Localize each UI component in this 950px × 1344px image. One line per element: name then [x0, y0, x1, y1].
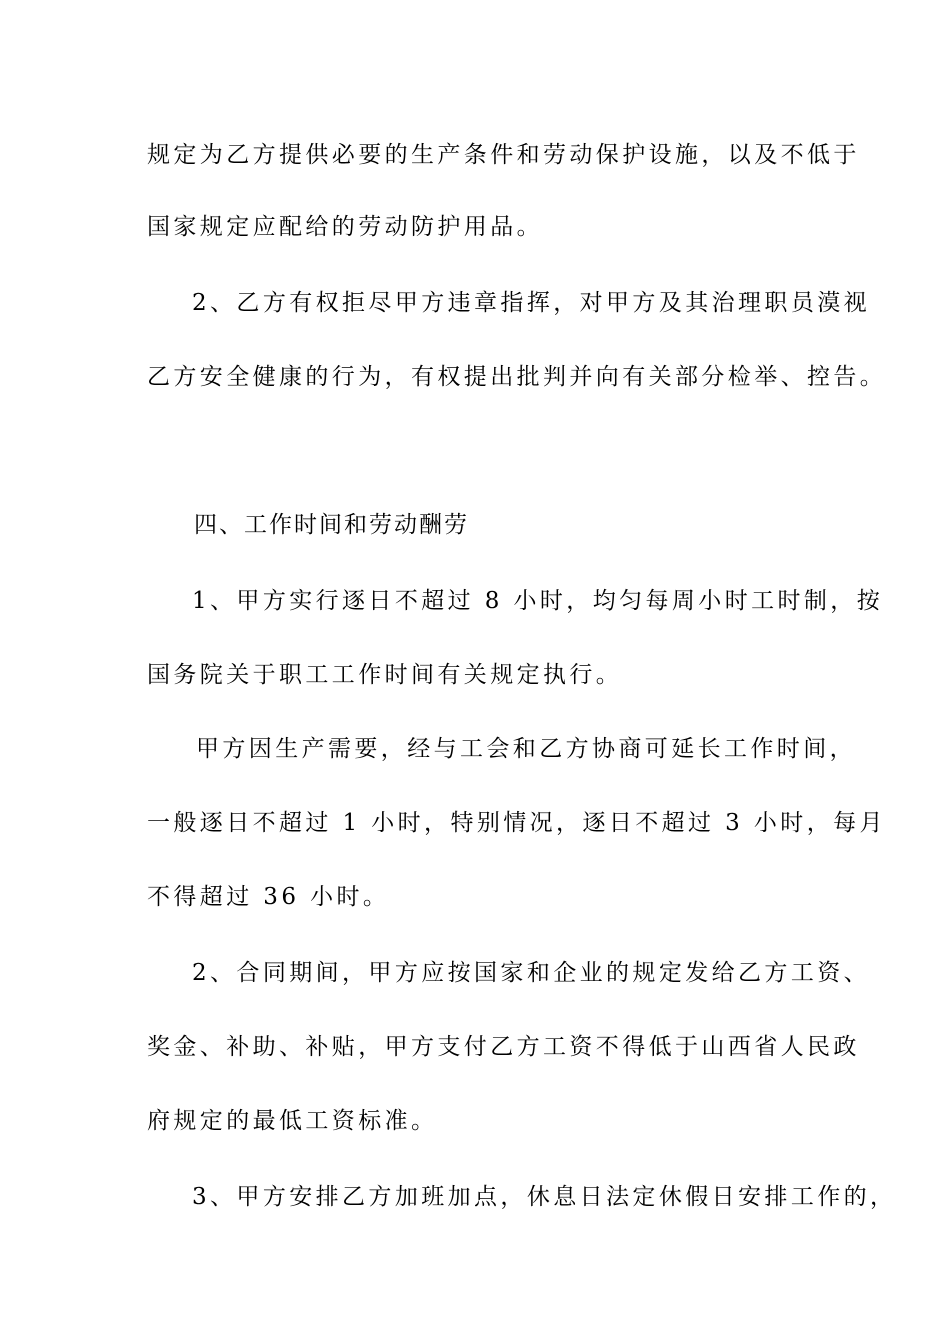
paragraph-line: 甲方因生产需要，经与工会和乙方协商可延长工作时间，	[196, 736, 856, 762]
paragraph-line: 国务院关于职工工作时间有关规定执行。	[147, 662, 623, 688]
paragraph-line: 乙方安全健康的行为，有权提出批判并向有关部分检举、控告。	[147, 364, 887, 390]
paragraph-line: 府规定的最低工资标准。	[147, 1108, 438, 1134]
paragraph-line: 一般逐日不超过 1 小时，特别情况，逐日不超过 3 小时，每月	[147, 810, 886, 836]
paragraph-line: 国家规定应配给的劳动防护用品。	[147, 214, 543, 240]
paragraph-line: 3、甲方安排乙方加班加点，休息日法定休假日安排工作的，	[192, 1184, 897, 1210]
paragraph-line: 2、乙方有权拒尽甲方违章指挥，对甲方及其治理职员漠视	[192, 290, 871, 316]
paragraph-line: 规定为乙方提供必要的生产条件和劳动保护设施，以及不低于	[147, 142, 860, 168]
paragraph-line: 不得超过 36 小时。	[147, 884, 390, 910]
paragraph-line: 奖金、补助、补贴，甲方支付乙方工资不得低于山西省人民政	[147, 1034, 860, 1060]
paragraph-line: 2、合同期间，甲方应按国家和企业的规定发给乙方工资、	[192, 960, 871, 986]
section-heading: 四、工作时间和劳动酬劳	[194, 512, 469, 538]
paragraph-line: 1、甲方实行逐日不超过 8 小时，均匀每周小时工时制，按	[192, 588, 884, 614]
